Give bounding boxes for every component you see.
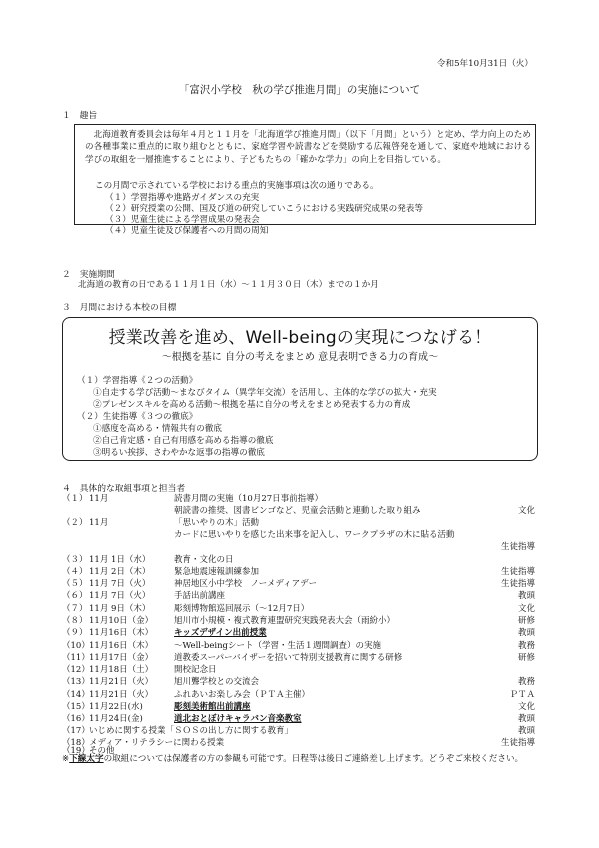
goal-item-2: （２）生徒指導《３つの徹底》 <box>77 412 198 422</box>
row-date: 11月 1日（水） <box>89 555 151 565</box>
row-owner: 研修 <box>517 616 535 626</box>
row-number: （２） <box>62 518 88 528</box>
table-row <box>62 676 535 688</box>
row-date: 11月 7日（火） <box>89 591 151 601</box>
purpose-intro: この月間で示されている学校における重点的実施事項は次の通りである。 <box>95 181 379 191</box>
row-event: 道教委スーパーバイザーを招いて特別支援教育に関する研修 <box>174 653 403 663</box>
goal-item-2b: ②自己肯定感・自己有用感を高める指導の徹底 <box>93 436 274 446</box>
row-number: （５） <box>62 579 88 589</box>
table-row <box>62 578 535 590</box>
row-date: 11月21日（火） <box>89 677 154 687</box>
table-row <box>62 541 535 553</box>
row-owner: 生徒指導 <box>500 738 535 748</box>
row-date: 11月22日(水) <box>89 702 143 712</box>
row-event: 開校記念日 <box>174 665 217 675</box>
row-event: いじめに関する授業「ＳＯＳの出し方に関する教育」 <box>89 726 294 736</box>
table-row <box>62 517 535 529</box>
table-row <box>62 505 535 517</box>
row-owner: ＰＴＡ <box>509 690 535 700</box>
row-owner: 教頭 <box>517 726 535 736</box>
row-date: 11月 <box>89 494 109 504</box>
row-date: 11月10日（金） <box>89 616 154 626</box>
table-row <box>62 640 535 652</box>
table-row <box>62 590 535 602</box>
row-date: 11月 7日（火） <box>89 579 151 589</box>
row-event: 「思いやりの木」活動 <box>174 518 260 528</box>
row-number: （10） <box>62 641 90 651</box>
row-number: （４） <box>62 567 88 577</box>
row-number: （14） <box>62 690 90 700</box>
row-number: （７） <box>62 604 88 614</box>
row-date: 11月 9日（木） <box>89 604 151 614</box>
row-event: 読書月間の実施（10月27日事前指導） <box>174 494 324 504</box>
section4-heading: ４ 具体的な取組事項と担当者 <box>62 484 186 494</box>
table-row <box>62 664 535 676</box>
row-number: （６） <box>62 591 88 601</box>
document-title: 「富沢小学校 秋の学び推進月間」の実施について <box>178 84 421 96</box>
note-mark: ※ <box>62 754 70 764</box>
row-owner: 教頭 <box>517 714 535 724</box>
row-event: 彫刻美術館出前講座 <box>174 702 251 712</box>
purpose-item-3: （３）児童生徒による学習成果の発表会 <box>105 215 260 225</box>
row-event: 朝読書の推奨、図書ビンゴなど、児童会活動と連動した取り組み <box>174 506 421 516</box>
row-date: 11月16日（木） <box>89 641 154 651</box>
goal-headline: 授業改善を進め、Well-beingの実現につなげる！ <box>108 328 492 348</box>
goal-box <box>62 317 538 461</box>
row-number: （16） <box>62 714 90 724</box>
row-number: （11） <box>62 653 90 663</box>
row-event: 緊急地震速報訓練参加 <box>174 567 260 577</box>
table-row <box>62 554 535 566</box>
row-date: 11月18日（土） <box>89 665 154 675</box>
row-event: キッズデザイン出前授業 <box>174 628 267 638</box>
table-row <box>62 713 535 725</box>
row-number: （19） <box>62 746 90 756</box>
table-row <box>62 603 535 615</box>
table-row <box>62 615 535 627</box>
row-date: 11月16日（木） <box>89 628 154 638</box>
section3-heading: ３ 月間における本校の目標 <box>62 303 177 313</box>
goal-subline: ～根拠を基に 自分の考えをまとめ 意見表明できる力の育成～ <box>161 352 439 363</box>
document-date: 令和5年10月31日（火） <box>436 59 533 69</box>
row-number: （12） <box>62 665 90 675</box>
row-event: 道北おとぼけキャラバン音楽教室 <box>174 714 302 724</box>
row-event: 旭川市小規模・複式教育連盟研究実践発表大会（雨紛小） <box>174 616 396 626</box>
row-number: （13） <box>62 677 90 687</box>
row-owner: 教頭 <box>517 628 535 638</box>
row-number: （９） <box>62 628 88 638</box>
row-owner: 教務 <box>517 677 535 687</box>
row-number: （３） <box>62 555 88 565</box>
row-date: 11月 <box>89 518 109 528</box>
row-date: 11月21日（火） <box>89 690 154 700</box>
table-row <box>62 566 535 578</box>
row-event: 旭川聾学校との交流会 <box>174 677 260 687</box>
row-owner: 生徒指導 <box>500 579 535 589</box>
row-date: 11月17日（金） <box>89 653 154 663</box>
row-number: （18） <box>62 738 90 748</box>
row-event: メディア・リテラシーに関わる授業 <box>89 738 225 748</box>
table-row <box>62 689 535 701</box>
goal-item-2c: ③明るい挨拶、さわやかな返事の指導の徹底 <box>93 448 265 458</box>
table-row <box>62 529 535 541</box>
row-event: ふれあいお楽しみ会（ＰＴＡ主催） <box>174 690 311 700</box>
row-owner: 文化 <box>517 506 535 516</box>
note-text: の取組については保護者の方の参観も可能です。日程等は後日ご連絡差し上げます。どうぞご来校ください。 <box>103 754 524 764</box>
row-event: ～Well-beingシート（学習・生活１週間調査）の実施 <box>174 641 381 651</box>
row-number: （17） <box>62 726 90 736</box>
table-row <box>62 701 535 713</box>
purpose-item-4: （４）児童生徒及び保護者への月間の周知 <box>105 226 269 236</box>
row-owner: 教務 <box>517 641 535 651</box>
table-row <box>62 652 535 664</box>
row-number: （１） <box>62 494 88 504</box>
section2-heading: ２ 実施期間 <box>62 270 115 280</box>
period-text: 北海道の教育の日である１１月１日（水）～１１月３０日（木）までの１か月 <box>78 280 379 290</box>
row-number: （15） <box>62 702 90 712</box>
row-owner: 文化 <box>517 702 535 712</box>
row-event: 彫刻博物館巡回展示（～12月7日） <box>174 604 310 614</box>
purpose-box <box>74 124 536 236</box>
note <box>62 753 537 765</box>
section1-heading: １ 趣旨 <box>62 111 98 121</box>
row-owner: 文化 <box>517 604 535 614</box>
row-event: その他 <box>89 746 115 756</box>
row-event: 教育・文化の日 <box>174 555 234 565</box>
table-row <box>62 627 535 639</box>
row-event: 手話出前講座 <box>174 591 226 601</box>
note-bold: 下線太字 <box>69 754 104 764</box>
purpose-paragraph: 北海道教育委員会は毎年４月と１１月を「北海道学び推進月間」（以下「月間」という）と定め、学力向上のための各種事業に重点的に取り組むとともに、家庭学習や読書などを奨励する広報啓発を通して、家庭や地域における学びの取組を一層推進することにより、子どもたちの「確かな学力」の向上を目指している。 <box>85 130 531 165</box>
purpose-item-2: （２）研究授業の公開、国及び道の研究していこうにおける実践研究成果の発表等 <box>105 204 423 214</box>
goal-item-1b: ②プレゼンスキルを高める活動～根拠を基に自分の考えをまとめ発表する力の育成 <box>93 400 411 410</box>
goal-item-1a: ①自走する学び活動～まなびタイム（異学年交流）を活用し、主体的な学びの拡大・充実 <box>93 388 437 398</box>
row-event: 神居地区小中学校 ノーメディアデー <box>174 579 318 589</box>
purpose-item-1: （１）学習指導や進路ガイダンスの充実 <box>105 193 260 203</box>
row-number: （８） <box>62 616 88 626</box>
table-row <box>62 493 535 505</box>
row-date: 11月 2日（木） <box>89 567 151 577</box>
row-owner: 研修 <box>517 653 535 663</box>
row-date: 11月24日(金) <box>89 714 143 724</box>
row-owner: 教頭 <box>517 591 535 601</box>
row-event: カードに思いやりを感じた出来事を記入し、ワークプラザの木に貼る活動 <box>174 530 455 540</box>
table-row <box>62 725 535 737</box>
row-owner: 生徒指導 <box>500 567 535 577</box>
goal-item-2a: ①感度を高める・情報共有の徹底 <box>93 424 222 434</box>
row-owner: 生徒指導 <box>500 542 535 552</box>
goal-item-1: （１）学習指導《２つの活動》 <box>77 376 198 386</box>
